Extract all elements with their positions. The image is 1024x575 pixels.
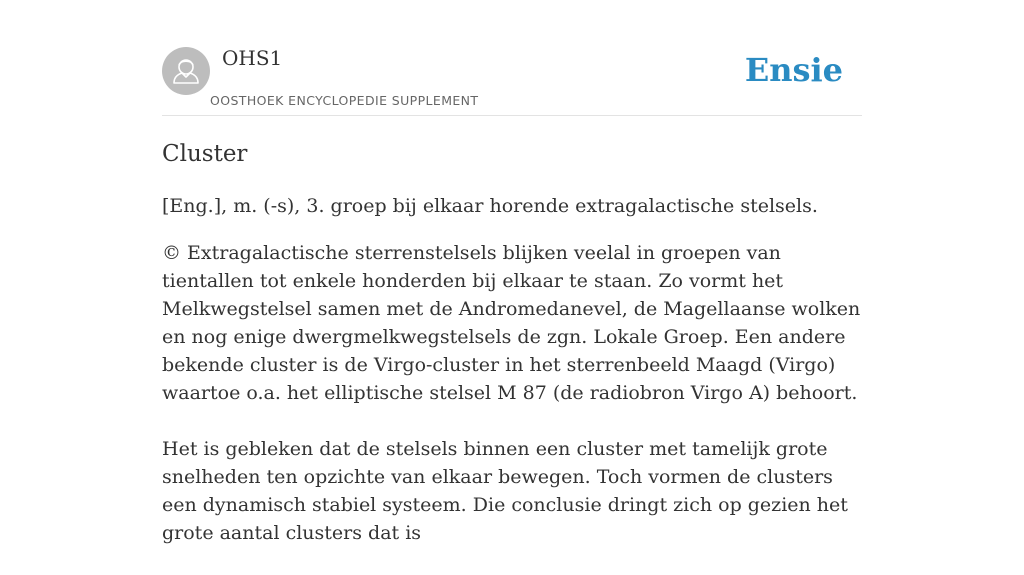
entry-title: Cluster [162,141,248,167]
source-name-link[interactable]: OOSTHOEK ENCYCLOPEDIE SUPPLEMENT [210,93,479,108]
source-avatar[interactable] [162,47,210,95]
entry-paragraph-1: © Extragalactische sterrenstelsels blijken veelal in groepen van tientallen tot enkele honderden bij elkaar te staan. Zo vormt het Melkwegstelsel samen met de Andromedanevel, de Magellaanse wolken en nog enige dwergmelkwegstelsels de zgn. Lokale Groep. Een andere bekende cluster is de Virgo-cluster in het sterrenbeeld Maagd (Virgo) waartoe o.a. het elliptische stelsel M 87 (de radiobron Virgo A) behoort. [162,242,861,404]
entry-paragraph-2: Het is gebleken dat de stelsels binnen een cluster met tamelijk grote snelheden ten opzichte van elkaar bewegen. Toch vormen de clusters een dynamisch stabiel systeem. Die conclusie dringt zich op gezien het grote aantal clusters dat is [162,438,848,544]
ensie-logo[interactable]: Ensie [744,51,843,89]
user-icon [162,47,210,95]
entry-definition: [Eng.], m. (-s), 3. groep bij elkaar horende extragalactische stelsels. [162,195,818,217]
entry-body [162,192,862,575]
article-container [162,0,862,544]
source-code-link[interactable]: OHS1 [222,46,283,70]
source-header [162,0,862,116]
